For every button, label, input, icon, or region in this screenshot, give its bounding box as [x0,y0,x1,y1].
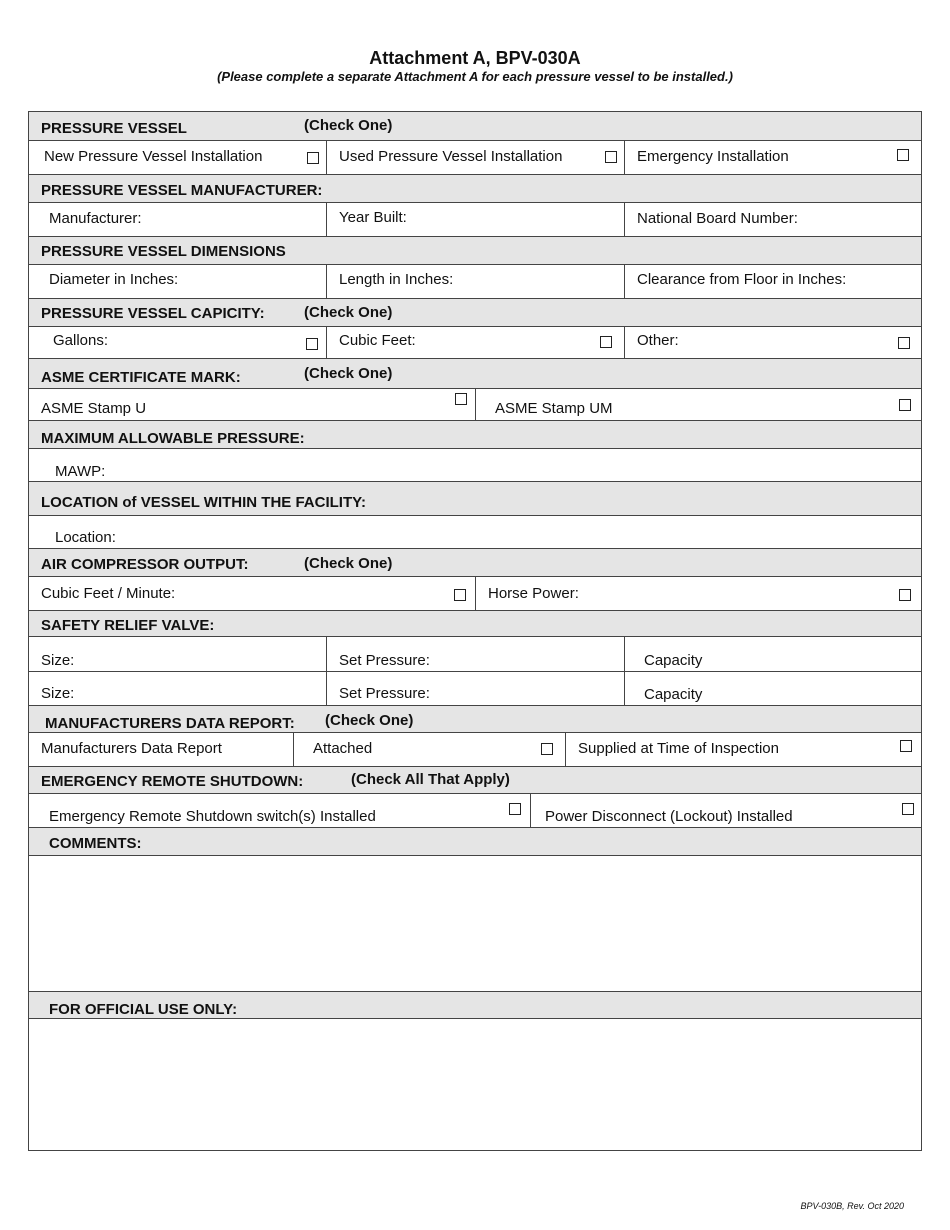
section-heading: EMERGENCY REMOTE SHUTDOWN: [41,773,304,790]
supplied-at-inspection-checkbox[interactable] [900,740,912,752]
horse-power-checkbox[interactable] [899,589,911,601]
column-divider [326,265,327,298]
mawp-field[interactable]: MAWP: [55,463,106,480]
check-one-note: (Check One) [304,555,393,572]
national-board-number-field[interactable]: National Board Number: [637,210,798,227]
column-divider [326,203,327,236]
check-one-note: (Check One) [304,365,393,382]
section-heading: ASME CERTIFICATE MARK: [41,369,241,386]
used-installation-checkbox[interactable] [605,151,617,163]
attachment-form [28,111,922,1151]
relief-valve-set-pressure-field[interactable]: Set Pressure: [339,652,430,669]
new-installation-checkbox[interactable] [307,152,319,164]
column-divider [565,733,566,766]
check-one-note: (Check One) [325,712,414,729]
other-capacity-checkbox[interactable] [898,337,910,349]
section-heading: FOR OFFICIAL USE ONLY: [49,1001,238,1018]
check-one-note: (Check One) [304,117,393,134]
comments-textarea[interactable] [29,856,921,991]
section-heading: MANUFACTURERS DATA REPORT: [45,715,295,732]
data-report-label: Manufacturers Data Report [41,740,222,757]
cubic-feet-per-minute-checkbox[interactable] [454,589,466,601]
section-comments [29,827,921,856]
column-divider [624,141,625,174]
asme-stamp-u-label: ASME Stamp U [41,400,147,417]
relief-valve-size-field[interactable]: Size: [41,685,75,702]
column-divider [326,327,327,358]
relief-valve-set-pressure-field[interactable]: Set Pressure: [339,685,430,702]
attached-checkbox[interactable] [541,743,553,755]
other-capacity-label: Other: [637,332,679,349]
power-disconnect-label: Power Disconnect (Lockout) Installed [545,808,793,825]
section-heading: PRESSURE VESSEL MANUFACTURER: [41,182,323,199]
column-divider [293,733,294,766]
asme-stamp-um-label: ASME Stamp UM [495,400,613,417]
column-divider [475,577,476,610]
relief-valve-size-field[interactable]: Size: [41,652,75,669]
section-heading: MAXIMUM ALLOWABLE PRESSURE: [41,430,305,447]
relief-valve-capacity-field[interactable]: Capacity [644,652,703,669]
column-divider [624,327,625,358]
diameter-field[interactable]: Diameter in Inches: [49,271,179,288]
check-all-note: (Check All That Apply) [351,771,510,788]
section-heading: PRESSURE VESSEL CAPICITY: [41,305,265,322]
section-heading: SAFETY RELIEF VALVE: [41,617,215,634]
check-one-note: (Check One) [304,304,393,321]
remote-shutdown-switch-checkbox[interactable] [509,803,521,815]
column-divider [326,141,327,174]
cubic-feet-checkbox[interactable] [600,336,612,348]
section-heading: LOCATION of VESSEL WITHIN THE FACILITY: [41,494,366,511]
option-emergency-installation-label: Emergency Installation [637,148,789,165]
asme-stamp-u-checkbox[interactable] [455,393,467,405]
supplied-at-inspection-label: Supplied at Time of Inspection [578,740,779,757]
clearance-field[interactable]: Clearance from Floor in Inches: [637,271,847,288]
section-heading: PRESSURE VESSEL DIMENSIONS [41,243,286,260]
asme-stamp-um-checkbox[interactable] [899,399,911,411]
form-revision: BPV-030B, Rev. Oct 2020 [800,1201,904,1211]
column-divider [475,389,476,420]
attached-label: Attached [313,740,373,757]
option-new-installation-label: New Pressure Vessel Installation [44,148,263,165]
year-built-field[interactable]: Year Built: [339,209,407,226]
page-subtitle: (Please complete a separate Attachment A for each pressure vessel to be installed.) [217,69,733,84]
official-use-area [29,1019,921,1150]
gallons-checkbox[interactable] [306,338,318,350]
page-title: Attachment A, BPV-030A [369,48,581,68]
emergency-installation-checkbox[interactable] [897,149,909,161]
column-divider [624,203,625,236]
column-divider [530,794,531,827]
section-heading: PRESSURE VESSEL [41,120,187,137]
remote-shutdown-switch-label: Emergency Remote Shutdown switch(s) Installed [49,808,376,825]
section-heading: COMMENTS: [49,835,142,852]
section-heading: AIR COMPRESSOR OUTPUT: [41,556,249,573]
manufacturer-field[interactable]: Manufacturer: [49,210,142,227]
power-disconnect-checkbox[interactable] [902,803,914,815]
horse-power-label: Horse Power: [488,585,579,602]
row-divider [29,671,921,672]
location-field[interactable]: Location: [55,529,116,546]
cubic-feet-per-minute-label: Cubic Feet / Minute: [41,585,176,602]
relief-valve-capacity-field[interactable]: Capacity [644,686,703,703]
gallons-label: Gallons: [53,332,109,349]
column-divider [624,265,625,298]
option-used-installation-label: Used Pressure Vessel Installation [339,148,563,165]
length-field[interactable]: Length in Inches: [339,271,454,288]
cubic-feet-label: Cubic Feet: [339,332,416,349]
